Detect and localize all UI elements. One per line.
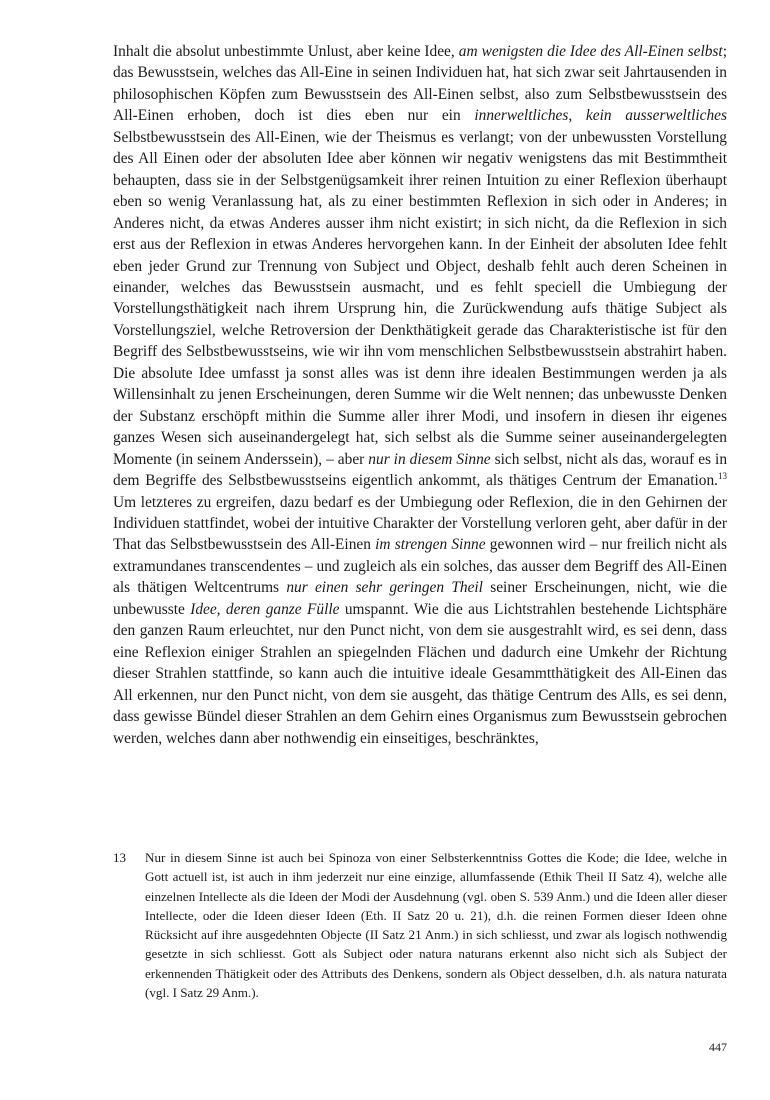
footnote-13 (113, 848, 727, 1002)
emphasis-text: innerweltliches, kein ausserweltliches (474, 107, 727, 125)
body-text-run: umspannt. Wie die aus Lichtstrahlen bestehende Lichtsphäre den ganzen Raum erleuchtet, nur den Punct nicht, von dem sie ausgestrahlt wird, es sei denn, dass eine Reflexion einiger Strahlen an spiegelnden Flächen und dadurch eine Umkehr der Richtung dieser Strahlen stattfinde, so kann auch die intuitive ideale Gesammtthätigkeit des All-Einen das All erkennen, nur den Punct nicht, von dem sie ausgeht, das thätige Centrum des Alls, es sei denn, dass gewisse Bündel dieser Strahlen an dem Gehirn eines Organismus zum Bewusstsein gebrochen werden, welches dann aber nothwendig ein einseitiges, beschränktes, (113, 600, 728, 747)
body-text-run: ; das Bewusstsein, welches das All-Eine in seinen Individuen hat, hat sich zwar seit Jahrtausenden in philosophischen Köpfen zum Bewusstsein des All-Einen selbst, also zum Selbstbewusstsein des All-Einen erhoben, doch ist dies eben nur ein (113, 43, 727, 125)
emphasis-text: nur in diesem Sinne (368, 450, 491, 468)
footnotes (113, 848, 727, 1002)
footnote-reference: 13 (718, 471, 727, 482)
body-text (113, 41, 727, 749)
emphasis-text: Idee, deren ganze Fülle (190, 600, 340, 618)
body-paragraph (113, 41, 727, 749)
body-text-run: Um letzteres zu ergreifen, dazu bedarf es der Umbiegung oder Reflexion, die in den Gehirnen der Individuen stattfindet, wobei der intuitive Charakter der Vorstellung verloren geht, aber dafür in der That das Selbstbewusstsein des All-Einen (113, 493, 727, 554)
body-text-run: seiner Erscheinungen, nicht, wie die unbewusste (113, 579, 728, 618)
page-number: 447 (709, 1040, 727, 1054)
body-text-run: sich selbst, nicht als das, worauf es in dem Begriffe des Selbstbewusstseins eigentlich ankommt, als thätiges Centrum der Emanation. (113, 450, 728, 490)
body-text-run: Inhalt die absolut unbestimmte Unlust, aber keine Idee, (113, 43, 459, 60)
footnote-text: Nur in diesem Sinne ist auch bei Spinoza von einer Selbsterkenntniss Gottes die Kode; die Idee, welche in Gott actuell ist, ist auch in ihm jederzeit nur eine einzige, allumfassende (Ethik Theil II Satz 4), welche alle einzelnen Intellecte als die Ideen der Modi der Ausdehnung (vgl. oben S. 539 Anm.) und die Ideen aller dieser Intellecte, oder die Ideen dieser Ideen (Eth. II Satz 20 u. 21), d.h. die reinen Formen dieser Ideen ohne Rücksicht auf ihre ausgedehnten Objecte (II Satz 21 Anm.) in sich schliesst, und zwar als logisch nothwendig gesetzte in sich schliesst. Gott als Subject oder natura naturans erkennt also nicht sich als Subject der erkennenden Thätigkeit oder des Attributs des Denkens, sondern als Object desselben, d.h. als natura naturata (vgl. I Satz 29 Anm.). (145, 850, 727, 1001)
body-text-run: Selbstbewusstsein des All-Einen, wie der Theismus es verlangt; von der unbewussten Vorstellung des All Einen oder der absoluten Idee aber können wir negativ wenigstens das mit Bestimmtheit behaupten, dass sie in der Selbstgenügsamkeit ihrer reinen Intuition zu einer Reflexion überhaupt eben so wenig Veranlassung hat, als zu einer bestimmten Reflexion in sich oder in Anderes; in Anderes nicht, da etwas Anderes ausser ihm nicht existirt; in sich nicht, da die Reflexion in sich erst aus der Reflexion in etwas Anderes hervorgehen kann. In der Einheit der absoluten Idee fehlt eben jeder Grund zur Trennung von Subject und Object, deshalb fehlt auch deren Scheinen in einander, welches das Bewusstsein ausmacht, und es fehlt speciell die Umbiegung der Vorstellungsthätigkeit nach ihrem Ursprung hin, die Zurückwendung aufs thätige Subject als Vorstellungsziel, welche Retroversion der Denkthätigkeit gerade das Charakteristische ist für den Begriff des Selbstbewusstseins, wie wir ihn vom menschlichen Selbstbewusstsein abstrahirt haben. Die absolute Idee umfasst ja sonst alles was ist denn ihre idealen Bestimmungen werden ja als Willensinhalt zu jenen Erscheinungen, deren Summe wir die Welt nennen; das unbewusste Denken der Substanz erschöpft mithin die Summe aller ihrer Modi, und insofern in diesen ihr eigenes ganzes Wesen sich auseinandergelegt hat, sich selbst als die Summe seiner auseinandergelegten Momente (in seinem Anderssein), – aber (113, 128, 727, 468)
emphasis-text: im strengen Sinne (375, 536, 486, 554)
footnote-number: 13 (113, 850, 127, 865)
emphasis-text: nur einen sehr geringen Theil (286, 579, 483, 597)
body-text-run: gewonnen wird – nur freilich nicht als extramundanes transcendentes – und zugleich als ein solches, das ausser dem Begriff des All-Einen als thätigen Weltcentrums (113, 536, 727, 597)
emphasis-text: am wenigsten die Idee des All-Einen selbst (458, 43, 723, 60)
